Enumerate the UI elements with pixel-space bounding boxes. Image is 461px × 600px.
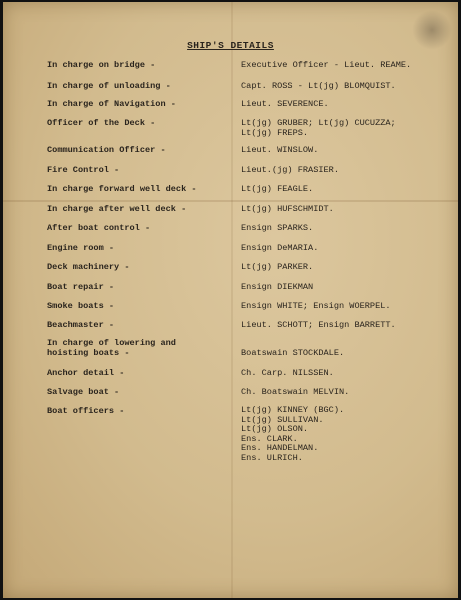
detail-value: Lt(jg) PARKER.: [241, 262, 314, 272]
detail-label: Communication Officer -: [47, 145, 166, 155]
page-title: [3, 40, 458, 51]
detail-label: After boat control -: [47, 223, 151, 233]
detail-value: Lieut.(jg) FRASIER.: [241, 165, 339, 175]
detail-label: Beachmaster -: [47, 320, 115, 330]
detail-label: Fire Control -: [47, 165, 120, 175]
detail-label: Smoke boats -: [47, 301, 115, 311]
detail-label: In charge after well deck -: [47, 204, 187, 214]
detail-label: Boat repair -: [47, 282, 115, 292]
detail-label: Deck machinery -: [47, 262, 130, 272]
detail-value: Lt(jg) KINNEY (BGC). Lt(jg) SULLIVAN. Lt(jg) OLSON. Ens. CLARK. Ens. HANDELMAN. Ens. ULRICH.: [241, 405, 345, 463]
page-title-text: SHIP'S DETAILS: [187, 40, 274, 51]
document-page: [3, 2, 458, 598]
detail-value: Ch. Carp. NILSSEN.: [241, 368, 334, 378]
detail-label: In charge of lowering and hoisting boats -: [47, 338, 176, 358]
detail-value: Ensign DeMARIA.: [241, 243, 319, 253]
detail-label: Boat officers -: [47, 406, 125, 416]
detail-value: Ch. Boatswain MELVIN.: [241, 387, 350, 397]
detail-label: Engine room -: [47, 243, 115, 253]
detail-value: Ensign DIEKMAN: [241, 282, 314, 292]
detail-value: Lieut. SEVERENCE.: [241, 99, 329, 109]
detail-value: Ensign WHITE; Ensign WOERPEL.: [241, 301, 391, 311]
detail-value: Lieut. WINSLOW.: [241, 145, 319, 155]
detail-label: Officer of the Deck -: [47, 118, 156, 128]
detail-label: In charge forward well deck -: [47, 184, 197, 194]
detail-value: Executive Officer - Lieut. REAME.: [241, 60, 412, 70]
fold-crease-vertical: [231, 2, 233, 598]
detail-value: Lt(jg) GRUBER; Lt(jg) CUCUZZA; Lt(jg) FREPS.: [241, 118, 396, 138]
detail-value: Boatswain STOCKDALE.: [241, 348, 345, 358]
detail-label: Anchor detail -: [47, 368, 125, 378]
detail-label: In charge on bridge -: [47, 60, 156, 70]
detail-value: Lieut. SCHOTT; Ensign BARRETT.: [241, 320, 396, 330]
detail-value: Lt(jg) HUFSCHMIDT.: [241, 204, 334, 214]
detail-value: Lt(jg) FEAGLE.: [241, 184, 314, 194]
detail-value: Ensign SPARKS.: [241, 223, 314, 233]
detail-label: In charge of unloading -: [47, 81, 171, 91]
detail-label: Salvage boat -: [47, 387, 120, 397]
detail-value: Capt. ROSS - Lt(jg) BLOMQUIST.: [241, 81, 396, 91]
detail-label: In charge of Navigation -: [47, 99, 176, 109]
